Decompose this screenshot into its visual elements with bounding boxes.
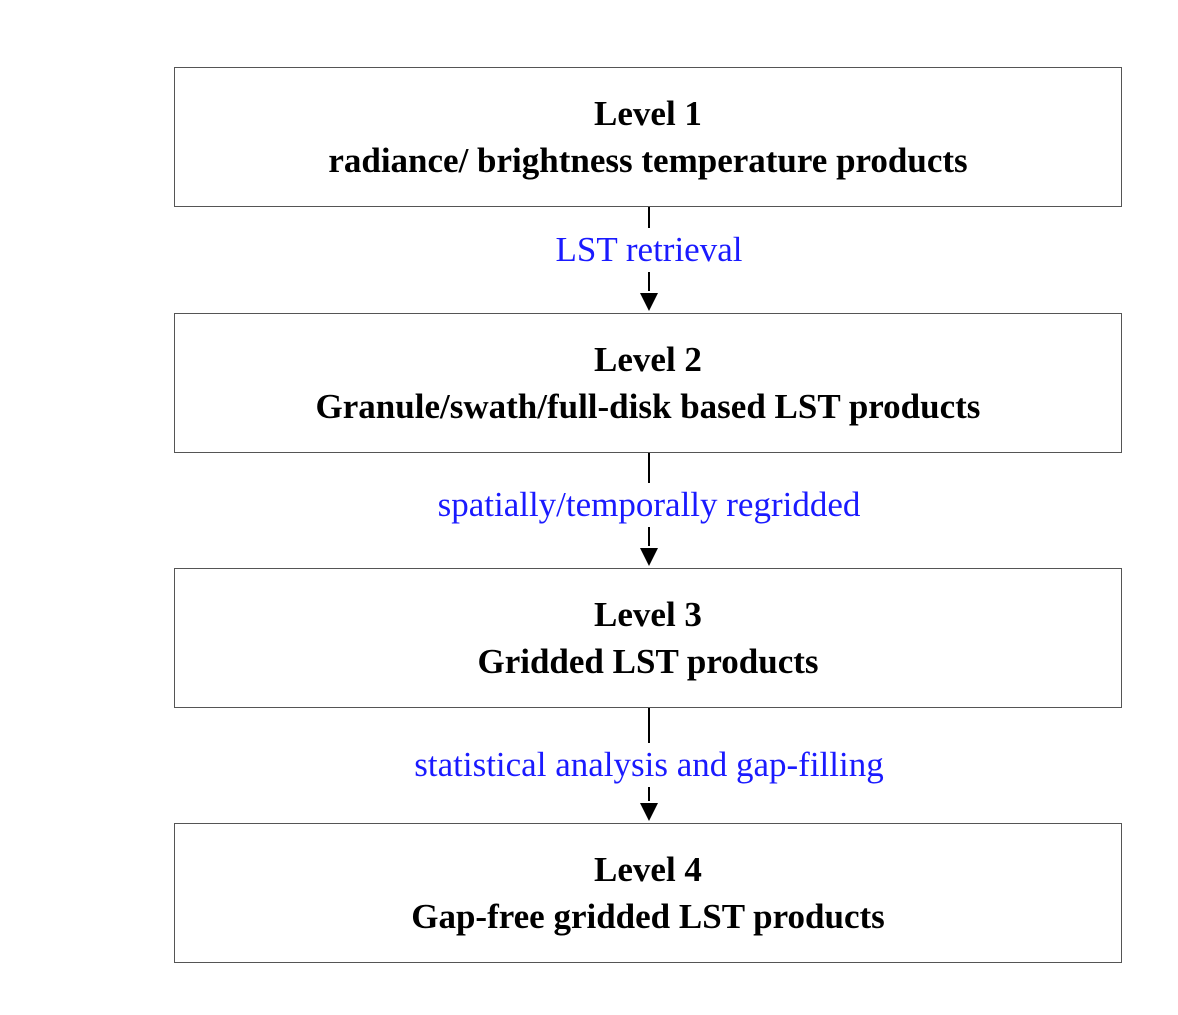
level-3-description: Gridded LST products bbox=[477, 642, 819, 681]
transition-3-label: statistical analysis and gap-filling bbox=[374, 743, 924, 787]
level-3-box bbox=[174, 568, 1122, 708]
level-1-box bbox=[174, 67, 1122, 207]
transition-1-label: LST retrieval bbox=[474, 228, 824, 272]
level-2-title: Level 2 bbox=[594, 340, 702, 379]
level-1-title: Level 1 bbox=[594, 94, 702, 133]
level-4-box bbox=[174, 823, 1122, 963]
transition-2-arrow-icon bbox=[640, 548, 658, 566]
level-2-box bbox=[174, 313, 1122, 453]
transition-3-arrow-icon bbox=[640, 803, 658, 821]
level-4-title: Level 4 bbox=[594, 850, 702, 889]
transition-1-arrow-icon bbox=[640, 293, 658, 311]
level-2-description: Granule/swath/full-disk based LST products bbox=[315, 387, 981, 426]
level-4-description: Gap-free gridded LST products bbox=[411, 897, 885, 936]
transition-2-label: spatially/temporally regridded bbox=[399, 483, 899, 527]
level-1-description: radiance/ brightness temperature products bbox=[328, 141, 968, 180]
level-3-title: Level 3 bbox=[594, 595, 702, 634]
